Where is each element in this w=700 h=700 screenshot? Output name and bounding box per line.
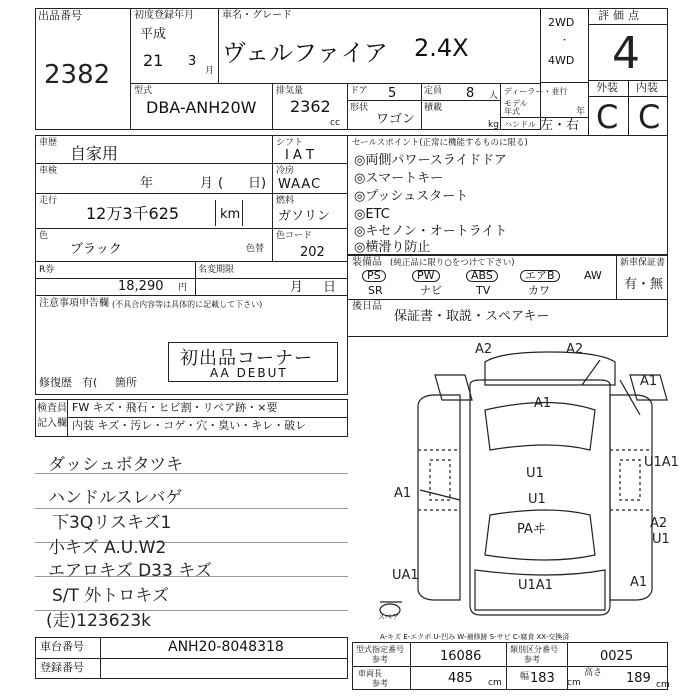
color-label: 色: [39, 231, 49, 241]
equip-navi: ナビ: [420, 284, 442, 297]
capacity-unit: 人: [489, 91, 499, 101]
score-int-label: 内装: [636, 81, 658, 94]
equipment-sub: (純正品に限り○をつけて下さい): [390, 258, 515, 268]
drive-2wd: 2WD: [548, 16, 575, 29]
drive-dot: ・: [560, 36, 570, 46]
hand-note-7: (走)123623k: [46, 611, 152, 631]
class-label3: 類別区分番号: [510, 645, 558, 654]
disp-value: 2362: [290, 97, 331, 116]
inspect-day: 日): [248, 176, 267, 191]
shape-value: ワゴン: [376, 112, 416, 127]
equip-leather: カワ: [528, 284, 550, 297]
mileage-unit: km: [220, 207, 241, 222]
chassis-value: ANH20-8048318: [168, 639, 284, 655]
model-year-label1: モデル: [504, 99, 528, 108]
equip-pw-label: PW: [412, 270, 440, 282]
type-label: 型式: [134, 86, 153, 96]
reg-date-label: 初度登録年月: [134, 10, 194, 21]
registration-label: 登録番号: [40, 661, 84, 674]
dmg-mark-2: A2: [566, 342, 584, 357]
equip-sr: SR: [368, 284, 383, 297]
history-label: 車歴: [39, 138, 58, 148]
equip-abs: [466, 270, 498, 282]
equip-tv: TV: [476, 284, 491, 297]
checker-row1: FW キズ・飛石・ヒビ割・リペア跡・×要: [72, 401, 278, 414]
sales-item-1: ◎両側パワースライドドア: [354, 153, 507, 168]
warranty-label: 新車保証書: [620, 258, 666, 268]
inspect-label: 車検: [39, 166, 58, 176]
stamp-line2: AA DEBUT: [210, 366, 288, 380]
dmg-mark-7: U1: [526, 466, 544, 481]
attachments-value: 保証書・取説・スペアキー: [394, 309, 550, 324]
hand-note-6: S/T 外トロキズ: [52, 586, 169, 606]
cooling-label: 冷房: [276, 166, 295, 176]
dmg-mark-5: U1A1: [644, 455, 679, 470]
color-code: 202: [300, 245, 325, 260]
score-ext-label: 外装: [596, 81, 618, 94]
class-label1: 型式指定番号: [356, 645, 404, 654]
reg-era: 平成: [140, 27, 167, 42]
drive-4wd: 4WD: [548, 54, 575, 67]
shift-value: I A T: [285, 148, 314, 163]
name-change-day: 日: [323, 280, 337, 295]
inspect-paren: (: [218, 176, 224, 191]
dims-unit-2: cm: [567, 678, 581, 688]
checker-row2: 内装 キズ・汚レ・コゲ・穴・臭い・キレ・破レ: [72, 419, 307, 432]
model-grade: 2.4X: [414, 34, 469, 62]
dmg-mark-3: A1: [534, 396, 552, 411]
name-change-label: 名変期限: [198, 265, 235, 275]
reg-month-unit: 月: [205, 66, 215, 76]
dims-unit-3: cm: [656, 680, 670, 690]
doors-value: 5: [388, 86, 397, 101]
stamp-line1: 初出品コーナー: [180, 348, 313, 369]
dims-width: 183: [530, 671, 555, 686]
cooling-value: WAAC: [278, 177, 322, 192]
score-int: C: [638, 98, 661, 136]
model-label: 車名・グレード: [222, 10, 292, 21]
hand-note-4: 小キズ A.U.W2: [48, 538, 167, 558]
sales-item-3: ◎プッシュスタート: [354, 189, 469, 204]
dims-length: 485: [448, 671, 473, 686]
checker-label1: 検査員: [37, 403, 67, 414]
inspect-year: 年: [140, 176, 154, 191]
class-value2: 0025: [600, 649, 634, 664]
equip-ps: [362, 270, 386, 282]
class-value: 16086: [440, 649, 482, 664]
equipment-label: 装備品: [352, 257, 382, 268]
model-year-unit: 年: [576, 107, 586, 117]
mileage-value: 12万3千625: [86, 204, 180, 223]
sales-item-5: ◎キセノン・オートライト: [354, 224, 508, 239]
score-ext: C: [596, 98, 619, 136]
dims-width-label: 幅: [520, 672, 530, 682]
dmg-mark-11: U1: [652, 532, 670, 547]
dmg-mark-10: A2: [650, 516, 668, 531]
dims-height-label: 高さ: [584, 668, 603, 678]
hand-note-3: 下3Qリスキズ1: [52, 513, 172, 533]
recycle-value: 18,290: [118, 279, 164, 294]
mileage-label: 走行: [39, 196, 58, 206]
dmg-mark-12: UA1: [392, 568, 419, 583]
equip-ps-label: PS: [362, 270, 386, 282]
dims-unit-1: cm: [488, 678, 502, 688]
color-value: ブラック: [70, 242, 122, 257]
dims-height: 189: [626, 671, 651, 686]
dims-length-label2: 参考: [372, 679, 388, 688]
class-label2: 参考: [372, 655, 388, 664]
handle-value: 左・右: [540, 118, 580, 133]
model-year-label2: 年式: [504, 107, 520, 116]
type-value: DBA-ANH20W: [146, 98, 257, 117]
equip-pw: [412, 270, 440, 282]
recycle-label: R券: [39, 265, 55, 275]
name-change-month: 月: [290, 280, 304, 295]
hand-note-2: ハンドルスレバゲ: [48, 488, 183, 508]
disp-label: 排気量: [276, 86, 304, 96]
inspect-month: 月: [200, 176, 214, 191]
dmg-mark-6: A1: [394, 486, 412, 501]
dmg-mark-4: A1: [640, 374, 658, 389]
chassis-label: 車台番号: [40, 640, 84, 653]
damage-legend: A-キズ E-エクボ U-凹み W-補修跡 S-サビ C-腐食 XX-交換済: [380, 633, 570, 641]
sales-item-2: ◎スマートキー: [354, 171, 444, 186]
disp-unit: cc: [330, 118, 340, 128]
notes-label: 注意事項申告欄: [39, 298, 109, 309]
equip-abs-label: ABS: [466, 270, 498, 282]
dmg-mark-9: PAヰ: [517, 522, 546, 537]
load-unit: kg: [488, 120, 499, 130]
shift-label: シフト: [276, 138, 304, 148]
equip-airbag: [520, 270, 560, 282]
attachments-label: 後日品: [352, 301, 382, 312]
spare-label: スペア: [378, 613, 399, 621]
score-label: 評価点: [598, 9, 643, 22]
sales-item-6: ◎横滑り防止: [354, 240, 431, 255]
fuel-label: 燃料: [276, 196, 295, 206]
equip-aw: AW: [584, 269, 602, 282]
dims-length-label1: 車両長: [358, 669, 382, 678]
lot-number: 2382: [44, 60, 111, 90]
repair-label: 修復歴: [39, 376, 72, 389]
color-code-label: 色コード: [276, 231, 313, 241]
capacity-label: 定員: [424, 86, 443, 96]
score-value: 4: [612, 28, 640, 79]
repair-value: 有(: [82, 376, 98, 389]
dmg-mark-14: A1: [630, 575, 648, 590]
recycle-unit: 円: [178, 283, 188, 293]
car-diagram: [360, 340, 670, 630]
notes-sub: (不具合内容等は具体的に記載して下さい): [112, 300, 263, 309]
handle-label: ハンドル: [504, 120, 536, 129]
dmg-mark-1: A2: [475, 342, 493, 357]
repair-unit: 箇所: [115, 376, 137, 389]
warranty-value: 有・無: [624, 277, 664, 292]
dealer-label: ディーラー・並行: [504, 87, 568, 96]
hand-note-5: エアロキズ D33 キズ: [48, 561, 212, 581]
fuel-value: ガソリン: [278, 209, 331, 224]
load-label: 積載: [424, 103, 443, 113]
dmg-mark-13: U1A1: [518, 578, 553, 593]
lot-label: 出品番号: [38, 9, 82, 22]
color-change-label: 色替: [246, 244, 265, 254]
class-label4: 参考: [524, 655, 540, 664]
reg-year: 21: [143, 51, 164, 70]
model-name: ヴェルファイア: [222, 39, 388, 67]
shape-label: 形状: [350, 103, 369, 113]
capacity-value: 8: [466, 86, 475, 101]
equip-airbag-label: エアB: [520, 270, 560, 282]
hand-note-1: ダッシュボタツキ: [48, 455, 184, 475]
sales-label: セールスポイント(正常に機能するものに限る): [352, 138, 528, 148]
dmg-mark-8: U1: [528, 492, 546, 507]
history-value: 自家用: [70, 144, 119, 163]
reg-month: 3: [188, 54, 197, 69]
sales-item-4: ◎ETC: [354, 207, 390, 222]
doors-label: ドア: [350, 86, 368, 96]
checker-label2: 記入欄: [37, 418, 67, 429]
